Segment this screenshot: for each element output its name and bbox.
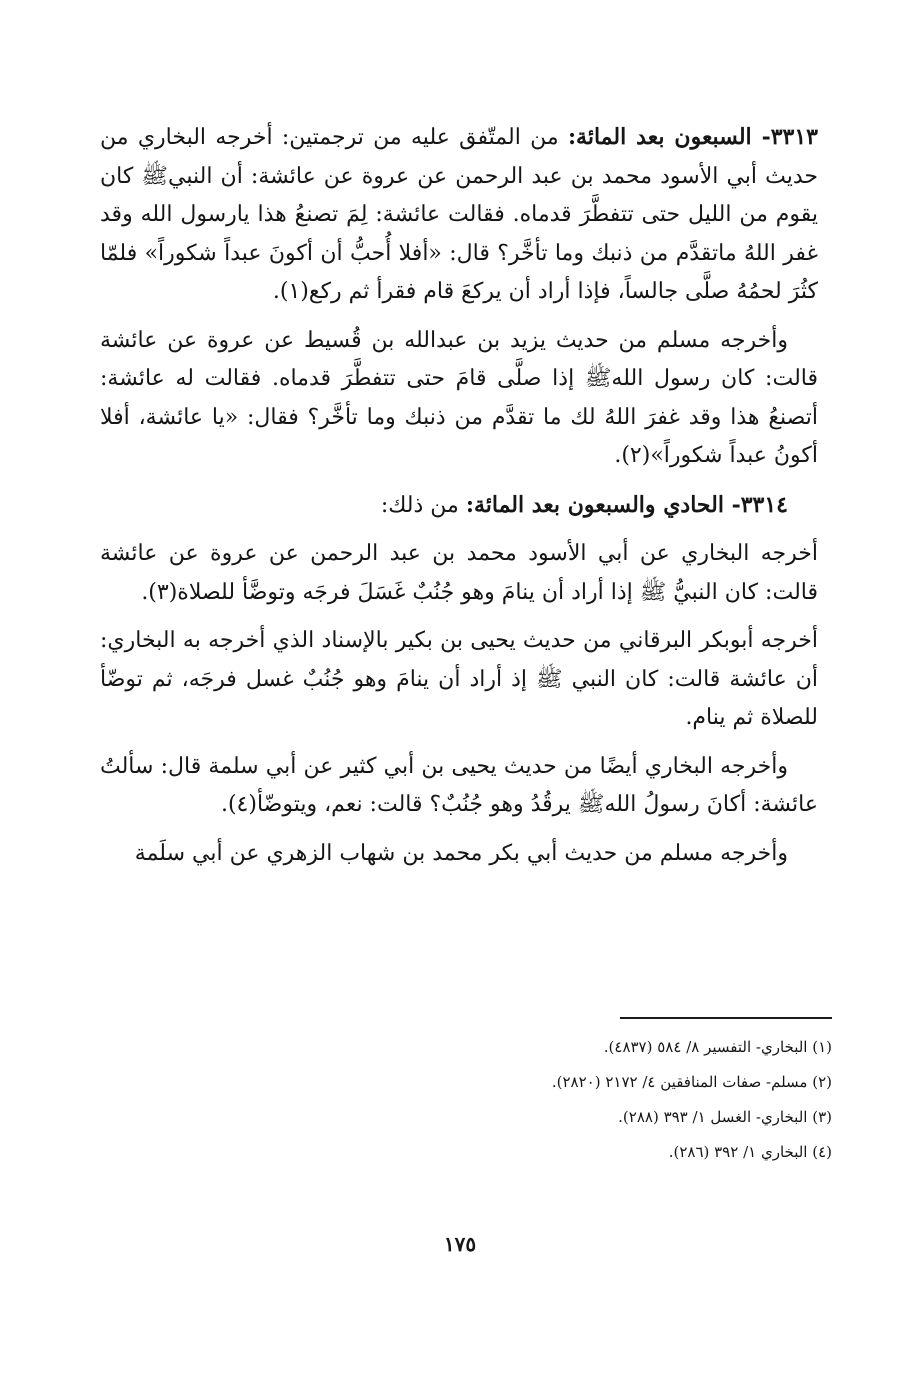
paragraph-bukhari-2 bbox=[100, 748, 818, 825]
paragraph-text: أخرجه البخاري عن أبي الأسود محمد بن عبد الرحمن عن عروة عن عائشة قالت: كان النبيُّ ﷺ إذا أراد أن ينامَ وهو جُنُبٌ غَسَلَ فرجَه وتوضَّأ للصلاة(٣). bbox=[100, 541, 818, 605]
paragraph-text: أخرجه أبوبكر البرقاني من حديث يحيى بن بكير بالإسناد الذي أخرجه به البخاري: أن عائشة قالت: كان النبي ﷺ إذ أراد أن ينامَ وهو جُنُبٌ غسل فرجَه، ثم توضّأ للصلاة ثم ينام. bbox=[100, 628, 818, 730]
footnote-1: (١) البخاري- التفسير ٨/ ٥٨٤ (٤٨٣٧). bbox=[603, 1038, 832, 1056]
section-heading-3314: ٣٣١٤- الحادي والسبعون بعد المائة: bbox=[465, 491, 788, 518]
paragraph-3314 bbox=[100, 486, 818, 526]
section-heading-3313: ٣٣١٣- السبعون بعد المائة: bbox=[567, 124, 818, 150]
paragraph-muslim-2 bbox=[100, 835, 818, 874]
paragraph-text: وأخرجه مسلم من حديث أبي بكر محمد بن شهاب الزهري عن أبي سلَمة bbox=[134, 840, 788, 866]
main-text bbox=[100, 118, 818, 883]
paragraph-muslim-1 bbox=[100, 322, 818, 476]
footnotes bbox=[400, 1030, 832, 1170]
footnote-divider bbox=[620, 1017, 832, 1019]
paragraph-bukhari-1 bbox=[100, 535, 818, 612]
footnote-2: (٢) مسلم- صفات المنافقين ٤/ ٢١٧٢ (٢٨٢٠). bbox=[551, 1073, 832, 1091]
paragraph-barqani bbox=[100, 622, 818, 738]
footnote-3: (٣) البخاري- الغسل ١/ ٣٩٣ (٢٨٨). bbox=[618, 1108, 832, 1126]
paragraph-text: من ذلك: bbox=[380, 492, 466, 518]
paragraph-text: وأخرجه مسلم من حديث يزيد بن عبدالله بن قُسيط عن عروة عن عائشة قالت: كان رسول اللهﷺ إذا صلَّى قامَ حتى تتفطَّرَ قدماه. فقالت له عائشة: أتصنعُ هذا وقد غفرَ اللهُ لك ما تقدَّم من ذنبك وما تأخَّر؟ فقال: «يا عائشة، أفلا أكونُ عبداً شكوراً»(٢). bbox=[100, 327, 818, 468]
page-number: ١٧٥ bbox=[443, 1232, 477, 1256]
paragraph-3313 bbox=[100, 118, 818, 312]
paragraph-text: وأخرجه البخاري أيضًا من حديث يحيى بن أبي كثير عن أبي سلمة قال: سألتُ عائشة: أكانَ رسولُ اللهﷺ يرقُدُ وهو جُنُبٌ؟ قالت: نعم، ويتوضّأ(٤). bbox=[100, 753, 818, 817]
footnote-4: (٤) البخاري ١/ ٣٩٢ (٢٨٦). bbox=[668, 1143, 832, 1161]
paragraph-text: من المتّفق عليه من ترجمتين: أخرجه البخاري من حديث أبي الأسود محمد بن عبد الرحمن عن عروة عن عائشة: أن النبيﷺ كان يقوم من الليل حتى تتفطَّرَ قدماه. فقالت عائشة: لِمَ تصنعُ هذا يارسول الله وقد غفر اللهُ ماتقدَّم من ذنبك وما تأخَّر؟ قال: «أفلا أُحبُّ أن أكونَ عبداً شكوراً» فلمّا كثُرَ لحمُهُ صلَّى جالساً، فإذا أراد أن يركعَ قام فقرأ ثم ركع(١). bbox=[100, 125, 818, 304]
